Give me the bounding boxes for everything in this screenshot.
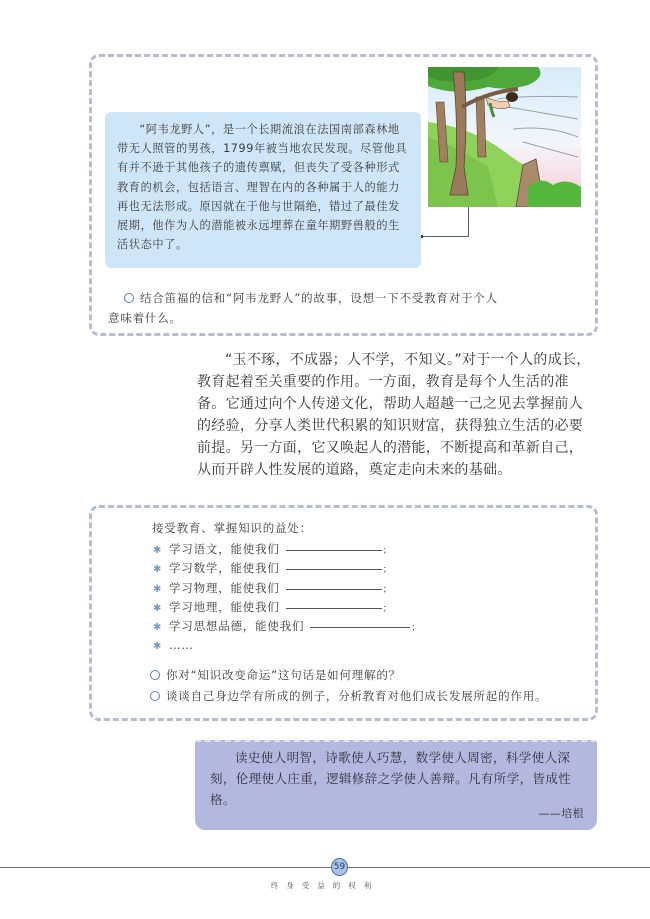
asterisk-bullet-icon: ✱ (153, 583, 163, 595)
circle-bullet-icon (150, 691, 160, 701)
page-number-badge: 59 (331, 858, 348, 876)
item-punctuation: ； (382, 584, 393, 595)
item-punctuation: ； (411, 623, 422, 634)
item-punctuation: ； (382, 565, 393, 576)
fill-in-blank[interactable] (286, 589, 382, 590)
benefits-list (153, 540, 421, 656)
item-punctuation: ； (382, 546, 393, 556)
fill-in-blank[interactable] (310, 627, 410, 628)
benefit-label: 学习地理，能使我们 (169, 599, 280, 614)
quote-text: 读史使人明智，诗歌使人巧慧，数学使人周密，科学使人深刻，伦理使人庄重，逻辑修辞之学使人善辩。凡有所学，皆成性格。 (210, 750, 572, 807)
discussion-question (150, 667, 401, 683)
benefit-label: 学习语文，能使我们 (169, 542, 280, 556)
wild-boy-illustration (428, 67, 581, 207)
benefit-label: 学习思想品德，能使我们 (169, 619, 305, 634)
callout-connector-horizontal (421, 236, 469, 237)
main-paragraph-text: “玉不琢，不成器；人不学，不知义。”对于一个人的成长，教育起着至关重要的作用。一方面，教育是每个人生活的准备。它通过向个人传递文化，帮助人超越一己之见去掌握前人的经验，分享人类世代积累的知识财富，获得独立生活的必要前提。另一方面，它又唤起人的潜能，不断提高和革新自己，从而开辟人性发展的道路，奠定走向未来的基础。 (197, 352, 591, 478)
illustration-image (428, 67, 581, 207)
quote-author: ——培根 (538, 807, 584, 820)
list-item (153, 636, 421, 655)
main-paragraph (197, 349, 597, 481)
discussion-question (150, 688, 547, 704)
list-item (153, 559, 421, 578)
benefits-title: 接受教育、掌握知识的益处： (152, 521, 312, 535)
circle-bullet-icon (124, 293, 134, 303)
footer-chapter-title: 终身受益的权利 (270, 881, 380, 890)
question-line-2: 意味着什么。 (108, 311, 182, 325)
list-item (153, 598, 421, 617)
footer-rule (0, 867, 650, 868)
asterisk-bullet-icon: ✱ (153, 602, 163, 614)
asterisk-bullet-icon: ✱ (153, 622, 163, 634)
list-item (153, 579, 421, 598)
question-text: 谈谈自己身边学有所成的例子，分析教育对他们成长发展所起的作用。 (166, 689, 548, 703)
benefit-label: 学习物理，能使我们 (169, 580, 280, 595)
story-text: “阿韦龙野人”，是一个长期流浪在法国南部森林地带无人照管的男孩，1799年被当地农民发现。尽管他具有并不逊于其他孩子的遗传禀赋，但丧失了受各种形式教育的机会，包括语言、理智在内的各种属于人的能力再也无法形成。原因就在于他与世隔绝，错过了最佳发展期，他作为人的潜能被永远埋葬在童年期野兽般的生活状态中了。 (117, 123, 408, 252)
fill-in-blank[interactable] (286, 550, 382, 551)
quote-box (195, 740, 597, 830)
fill-in-blank[interactable] (286, 608, 382, 609)
benefit-label: …… (169, 638, 194, 653)
item-punctuation: ； (382, 603, 393, 614)
list-item (153, 540, 421, 559)
circle-bullet-icon (150, 670, 160, 680)
asterisk-bullet-icon: ✱ (153, 641, 163, 653)
question-line-1: 结合笛福的信和“阿韦龙野人”的故事，设想一下不受教育对于个人 (140, 291, 498, 305)
reflection-question (108, 288, 584, 328)
story-panel (105, 112, 421, 268)
asterisk-bullet-icon: ✱ (153, 545, 163, 556)
question-text: 你对“知识改变命运”这句话是如何理解的？ (166, 668, 401, 682)
fill-in-blank[interactable] (286, 569, 382, 570)
asterisk-bullet-icon: ✱ (153, 564, 163, 576)
benefit-label: 学习数学，能使我们 (169, 561, 280, 576)
list-item (153, 617, 421, 636)
callout-connector-vertical (468, 207, 469, 237)
